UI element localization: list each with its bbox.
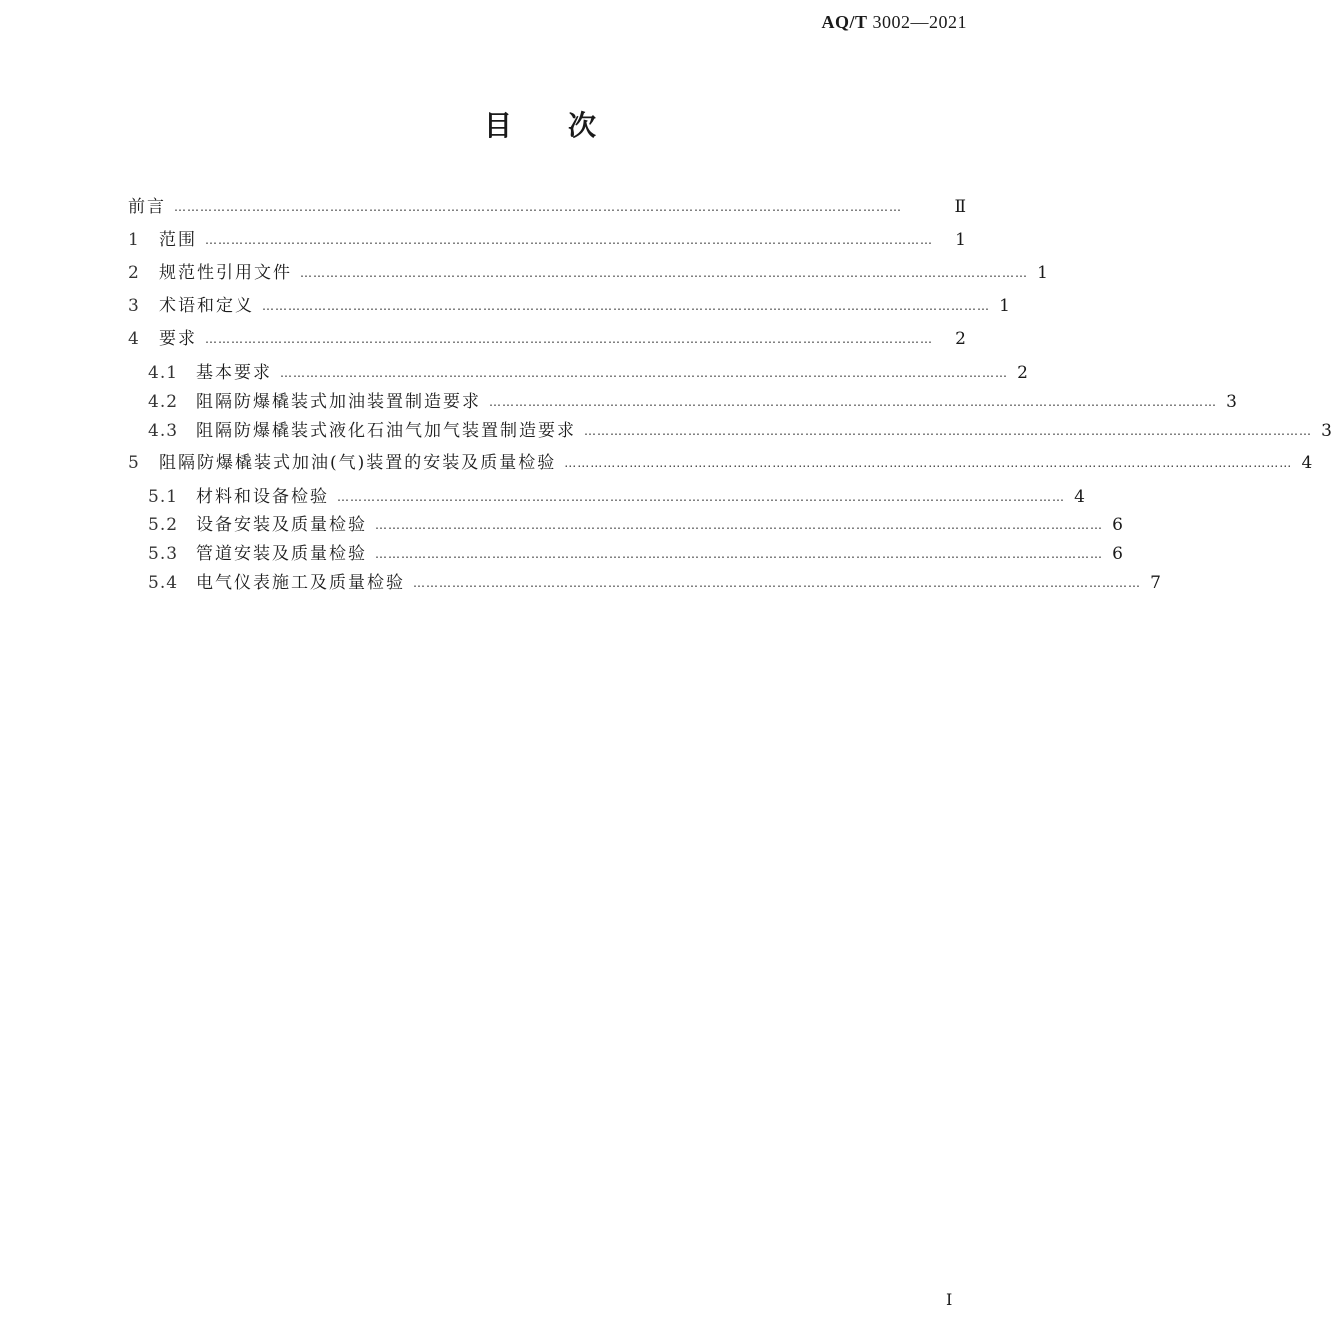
toc-entry-page: 1 bbox=[1037, 263, 1048, 283]
toc-leader-dots: …………………………………………………………………………………………………………………………………………………… bbox=[375, 518, 1103, 532]
toc-entry-page: 2 bbox=[1017, 363, 1028, 383]
toc-leader-dots: …………………………………………………………………………………………………………………………………………………… bbox=[375, 547, 1103, 561]
toc-entry-label: 管道安装及质量检验 bbox=[196, 544, 367, 564]
toc-leader-dots: …………………………………………………………………………………………………………………………………………………… bbox=[564, 456, 1293, 470]
toc-leader-dots: …………………………………………………………………………………………………………………………………………………… bbox=[205, 332, 933, 346]
toc-entry[interactable] bbox=[128, 570, 1161, 596]
toc-entry-label: 范围 bbox=[159, 230, 197, 250]
toc-entry[interactable] bbox=[128, 194, 966, 220]
toc-leader-dots: …………………………………………………………………………………………………………………………………………………… bbox=[174, 200, 902, 214]
toc-leader-dots: …………………………………………………………………………………………………………………………………………………… bbox=[300, 266, 1028, 280]
toc-entry-page: 3 bbox=[1226, 392, 1237, 412]
toc-entry-number: 4.1 bbox=[148, 363, 179, 383]
toc-entry-label: 电气仪表施工及质量检验 bbox=[196, 573, 405, 593]
toc-entry[interactable] bbox=[128, 360, 1028, 386]
toc-entry-page: 6 bbox=[1112, 544, 1123, 564]
toc-entry[interactable] bbox=[128, 418, 1332, 444]
toc-entry-number: 3 bbox=[128, 296, 140, 316]
document-code-prefix: AQ/T bbox=[821, 12, 868, 32]
toc-entry-page: 4 bbox=[1301, 453, 1313, 473]
toc-entry-page: 2 bbox=[955, 329, 966, 349]
page-title: 目次 bbox=[483, 109, 652, 142]
toc-entry[interactable] bbox=[128, 389, 1237, 415]
toc-entry-page: 3 bbox=[1321, 421, 1332, 441]
toc-entry-label: 阻隔防爆橇装式加油(气)装置的安装及质量检验 bbox=[159, 453, 557, 473]
toc-entry-number: 5.3 bbox=[148, 544, 179, 564]
page-number: I bbox=[946, 1290, 953, 1309]
toc-leader-dots: …………………………………………………………………………………………………………………………………………………… bbox=[489, 395, 1217, 409]
toc-entry[interactable] bbox=[128, 484, 1085, 510]
toc-leader-dots: …………………………………………………………………………………………………………………………………………………… bbox=[262, 299, 990, 313]
toc-entry[interactable] bbox=[128, 227, 966, 253]
toc-leader-dots: …………………………………………………………………………………………………………………………………………………… bbox=[584, 424, 1312, 438]
toc-entry-number: 4 bbox=[128, 329, 140, 349]
toc-entry-label: 规范性引用文件 bbox=[159, 263, 292, 283]
toc-entry-label: 术语和定义 bbox=[159, 296, 254, 316]
toc-entry[interactable] bbox=[128, 541, 1123, 567]
toc-entry[interactable] bbox=[128, 260, 1048, 286]
toc-leader-dots: …………………………………………………………………………………………………………………………………………………… bbox=[337, 490, 1065, 504]
toc-entry-number: 4.2 bbox=[148, 392, 179, 412]
toc-entry-number: 5.1 bbox=[148, 487, 179, 507]
toc-entry-number: 5.2 bbox=[148, 515, 179, 535]
toc-entry-label: 前言 bbox=[128, 197, 166, 217]
toc-entry-number: 1 bbox=[128, 230, 140, 250]
toc-entry[interactable] bbox=[128, 450, 1313, 476]
toc-entry-page: 6 bbox=[1112, 515, 1123, 535]
toc-entry-number: 5.4 bbox=[148, 573, 179, 593]
toc-entry-number: 4.3 bbox=[148, 421, 179, 441]
toc-entry-label: 材料和设备检验 bbox=[196, 487, 329, 507]
toc-leader-dots: …………………………………………………………………………………………………………………………………………………… bbox=[280, 366, 1008, 380]
toc-entry-page: 7 bbox=[1150, 573, 1161, 593]
toc-leader-dots: …………………………………………………………………………………………………………………………………………………… bbox=[205, 233, 933, 247]
document-code-number: 3002—2021 bbox=[872, 12, 967, 32]
toc-entry-number: 2 bbox=[128, 263, 140, 283]
toc-entry[interactable] bbox=[128, 512, 1123, 538]
toc-entry-label: 设备安装及质量检验 bbox=[196, 515, 367, 535]
toc-entry-page: 4 bbox=[1074, 487, 1085, 507]
toc-entry-page: 1 bbox=[999, 296, 1010, 316]
document-code bbox=[821, 12, 967, 33]
toc-entry-label: 阻隔防爆橇装式液化石油气加气装置制造要求 bbox=[196, 421, 576, 441]
toc-entry-number: 5 bbox=[128, 453, 140, 473]
toc-entry[interactable] bbox=[128, 293, 1010, 319]
toc-leader-dots: …………………………………………………………………………………………………………………………………………………… bbox=[413, 576, 1141, 590]
toc-entry[interactable] bbox=[128, 326, 966, 352]
toc-entry-label: 要求 bbox=[159, 329, 197, 349]
toc-entry-page: 1 bbox=[955, 230, 966, 250]
toc-entry-page: Ⅱ bbox=[954, 197, 966, 217]
toc-entry-label: 基本要求 bbox=[196, 363, 272, 383]
toc-entry-label: 阻隔防爆橇装式加油装置制造要求 bbox=[196, 392, 481, 412]
